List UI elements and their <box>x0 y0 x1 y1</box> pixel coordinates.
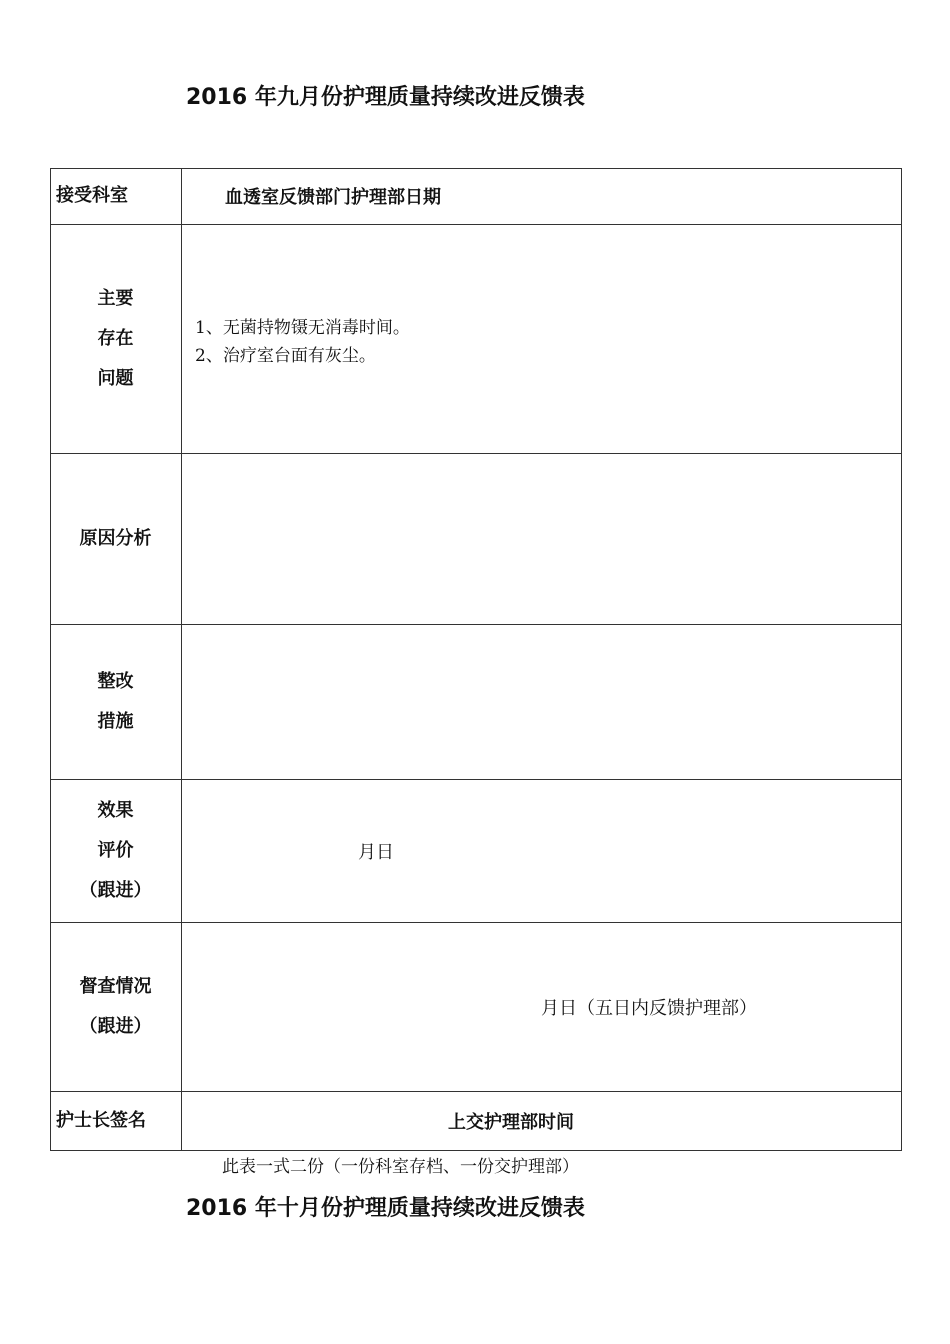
supervision-label <box>50 922 181 1091</box>
effect-label-line: 效果 <box>97 799 134 821</box>
table-border-right <box>901 168 902 1151</box>
problems-label-line: 存在 <box>97 327 134 349</box>
effect-label-line: （跟进） <box>79 879 152 901</box>
form-title-october: 2016 年十月份护理质量持续改进反馈表 <box>186 1196 585 1221</box>
effect-date: 月日 <box>358 841 394 863</box>
dept-value: 血透室反馈部门护理部日期 <box>225 187 441 208</box>
measures-label-line: 措施 <box>97 710 134 732</box>
measures-label <box>50 624 181 779</box>
supervision-date: 月日（五日内反馈护理部） <box>541 997 757 1019</box>
table-border-bottom <box>50 1150 902 1151</box>
problems-label-line: 主要 <box>97 287 134 309</box>
supervision-label-line: 督查情况 <box>79 975 152 997</box>
effect-label <box>50 779 181 922</box>
problem-item: 1、无菌持物镊无消毒时间。 <box>195 318 410 338</box>
cause-label: 原因分析 <box>79 527 152 549</box>
footer-note: 此表一式二份（一份科室存档、一份交护理部） <box>222 1157 579 1177</box>
column-divider <box>181 168 182 1151</box>
effect-label-line: 评价 <box>97 839 134 861</box>
measures-label-line: 整改 <box>97 670 134 692</box>
submit-time-label: 上交护理部时间 <box>448 1111 574 1133</box>
problem-item: 2、治疗室台面有灰尘。 <box>195 346 376 366</box>
form-title-september: 2016 年九月份护理质量持续改进反馈表 <box>186 85 585 110</box>
feedback-form-table <box>50 168 902 1151</box>
signature-label: 护士长签名 <box>56 1109 146 1131</box>
supervision-label-line: （跟进） <box>79 1015 152 1037</box>
dept-label: 接受科室 <box>56 185 128 206</box>
problems-list <box>195 314 410 370</box>
problems-label-line: 问题 <box>97 367 134 389</box>
problems-label <box>50 224 181 453</box>
